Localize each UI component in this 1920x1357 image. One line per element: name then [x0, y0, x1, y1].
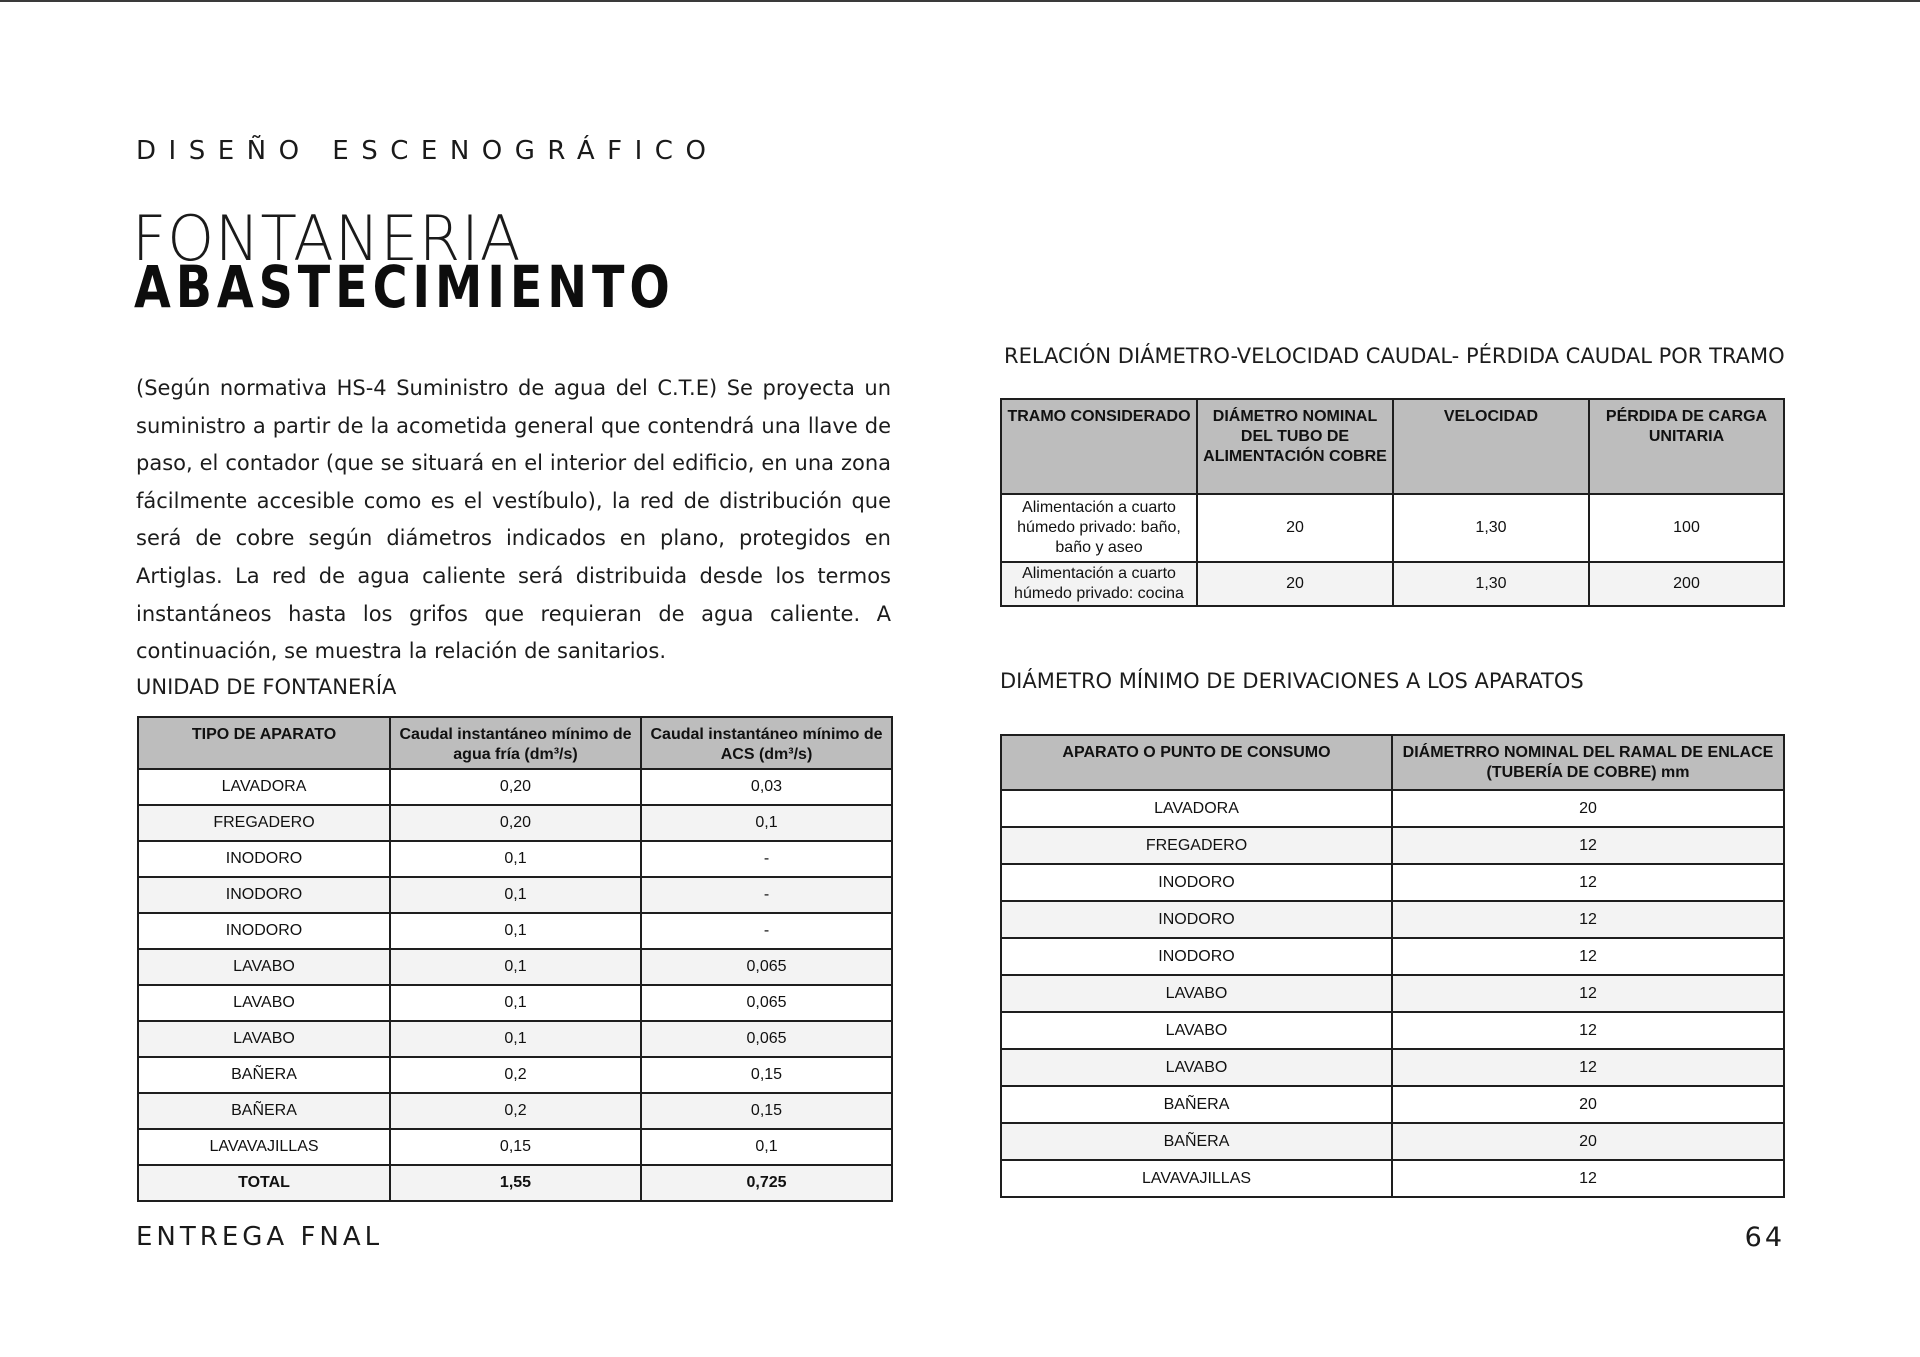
cell: FREGADERO — [138, 805, 390, 841]
cell: 12 — [1392, 1012, 1784, 1049]
top-rule — [0, 0, 1920, 2]
table-row — [1001, 1123, 1784, 1160]
cell: 0,2 — [390, 1057, 641, 1093]
cell: Alimentación a cuarto húmedo privado: baño, baño y aseo — [1001, 494, 1197, 562]
cell: 1,55 — [390, 1165, 641, 1201]
cell: 12 — [1392, 901, 1784, 938]
cell: 1,30 — [1393, 562, 1589, 606]
table-row — [138, 985, 892, 1021]
cell: BAÑERA — [138, 1057, 390, 1093]
header-cell: Caudal instantáneo mínimo de agua fría (dm³/s) — [390, 717, 641, 769]
cell: 20 — [1392, 790, 1784, 827]
table-header-row — [1001, 399, 1784, 494]
section-kicker: DISEÑO ESCENOGRÁFICO — [136, 136, 719, 166]
cell: 12 — [1392, 938, 1784, 975]
cell: BAÑERA — [138, 1093, 390, 1129]
cell: FREGADERO — [1001, 827, 1392, 864]
cell: LAVABO — [138, 949, 390, 985]
cell: - — [641, 913, 892, 949]
table-row — [1001, 494, 1784, 562]
table-row — [1001, 1049, 1784, 1086]
header-cell: DIÁMETRO NOMINAL DEL TUBO DE ALIMENTACIÓN COBRE — [1197, 399, 1393, 494]
header-cell: PÉRDIDA DE CARGA UNITARIA — [1589, 399, 1784, 494]
cell: INODORO — [1001, 901, 1392, 938]
cell: 0,065 — [641, 1021, 892, 1057]
relacion-table-title: RELACIÓN DIÁMETRO-VELOCIDAD CAUDAL- PÉRDIDA CAUDAL POR TRAMO — [1004, 344, 1785, 368]
cell: 0,065 — [641, 985, 892, 1021]
cell: 0,1 — [390, 949, 641, 985]
table-row — [1001, 938, 1784, 975]
cell: 100 — [1589, 494, 1784, 562]
table-row — [1001, 901, 1784, 938]
cell: INODORO — [1001, 938, 1392, 975]
cell: 0,03 — [641, 769, 892, 805]
table-row — [138, 1093, 892, 1129]
cell: INODORO — [1001, 864, 1392, 901]
total-row — [138, 1165, 892, 1201]
cell: LAVAVAJILLAS — [138, 1129, 390, 1165]
cell: 0,2 — [390, 1093, 641, 1129]
table-row — [1001, 975, 1784, 1012]
table-row — [138, 1057, 892, 1093]
table-row — [1001, 827, 1784, 864]
cell: LAVABO — [1001, 1012, 1392, 1049]
header-cell: Caudal instantáneo mínimo de ACS (dm³/s) — [641, 717, 892, 769]
cell: 0,20 — [390, 805, 641, 841]
table-row — [1001, 1086, 1784, 1123]
header-cell: APARATO O PUNTO DE CONSUMO — [1001, 735, 1392, 790]
table-header-row — [138, 717, 892, 769]
cell: LAVAVAJILLAS — [1001, 1160, 1392, 1197]
derivaciones-table-title: DIÁMETRO MÍNIMO DE DERIVACIONES A LOS APARATOS — [1000, 669, 1584, 693]
cell: 0,15 — [641, 1093, 892, 1129]
cell: 0,1 — [641, 1129, 892, 1165]
cell: LAVABO — [1001, 975, 1392, 1012]
cell: TOTAL — [138, 1165, 390, 1201]
cell: 0,1 — [390, 985, 641, 1021]
cell: 0,1 — [390, 841, 641, 877]
header-cell: VELOCIDAD — [1393, 399, 1589, 494]
table-row — [138, 949, 892, 985]
page-title-light: FONTANERIA — [132, 202, 522, 275]
header-cell: DIÁMETRRO NOMINAL DEL RAMAL DE ENLACE (TUBERÍA DE COBRE) mm — [1392, 735, 1784, 790]
intro-paragraph: (Según normativa HS-4 Suministro de agua del C.T.E) Se proyecta un suministro a partir de la acometida general que contendrá una llave de paso, el contador (que se situará en el interior del edificio, en una zona fácilmente accesible como es el vestíbulo), la red de distribución que será de cobre según diámetros indicados en plano, protegidos en Artiglas. La red de agua caliente será distribuida desde los termos instantáneos hasta los grifos que requieran de agua caliente. A continuación, se muestra la relación de sanitarios. — [136, 376, 891, 664]
cell: 12 — [1392, 827, 1784, 864]
cell: 20 — [1197, 562, 1393, 606]
cell: 200 — [1589, 562, 1784, 606]
unidad-fontaneria-table — [137, 716, 893, 1202]
cell: 20 — [1197, 494, 1393, 562]
cell: 0,20 — [390, 769, 641, 805]
table-row — [138, 1129, 892, 1165]
footer-label: ENTREGA FNAL — [136, 1222, 384, 1252]
table-row — [138, 841, 892, 877]
table-row — [138, 805, 892, 841]
cell: BAÑERA — [1001, 1123, 1392, 1160]
page-number: 64 — [1744, 1222, 1785, 1253]
cell: 0,1 — [641, 805, 892, 841]
cell: LAVADORA — [1001, 790, 1392, 827]
cell: 12 — [1392, 975, 1784, 1012]
cell: 12 — [1392, 1160, 1784, 1197]
cell: LAVADORA — [138, 769, 390, 805]
cell: 0,1 — [390, 1021, 641, 1057]
cell: 20 — [1392, 1123, 1784, 1160]
cell: BAÑERA — [1001, 1086, 1392, 1123]
unidad-table-title: UNIDAD DE FONTANERÍA — [136, 675, 397, 699]
cell: 0,065 — [641, 949, 892, 985]
cell: 12 — [1392, 864, 1784, 901]
table-row — [1001, 562, 1784, 606]
cell: 1,30 — [1393, 494, 1589, 562]
cell: INODORO — [138, 841, 390, 877]
cell: 0,1 — [390, 877, 641, 913]
cell: 0,1 — [390, 913, 641, 949]
cell: LAVABO — [138, 1021, 390, 1057]
cell: 0,15 — [390, 1129, 641, 1165]
table-row — [1001, 864, 1784, 901]
table-row — [138, 913, 892, 949]
relacion-diametro-table — [1000, 398, 1785, 607]
page-title-bold: ABASTECIMIENTO — [134, 253, 675, 321]
cell: INODORO — [138, 913, 390, 949]
table-row — [1001, 1012, 1784, 1049]
cell: 0,15 — [641, 1057, 892, 1093]
table-row — [138, 1021, 892, 1057]
cell: 20 — [1392, 1086, 1784, 1123]
cell: 0,725 — [641, 1165, 892, 1201]
cell: INODORO — [138, 877, 390, 913]
table-header-row — [1001, 735, 1784, 790]
cell: 12 — [1392, 1049, 1784, 1086]
header-cell: TRAMO CONSIDERADO — [1001, 399, 1197, 494]
table-row — [1001, 1160, 1784, 1197]
derivaciones-table — [1000, 734, 1785, 1198]
cell: - — [641, 841, 892, 877]
table-row — [138, 877, 892, 913]
header-cell: TIPO DE APARATO — [138, 717, 390, 769]
cell: - — [641, 877, 892, 913]
cell: LAVABO — [138, 985, 390, 1021]
cell: LAVABO — [1001, 1049, 1392, 1086]
table-row — [138, 769, 892, 805]
cell: Alimentación a cuarto húmedo privado: cocina — [1001, 562, 1197, 606]
table-row — [1001, 790, 1784, 827]
